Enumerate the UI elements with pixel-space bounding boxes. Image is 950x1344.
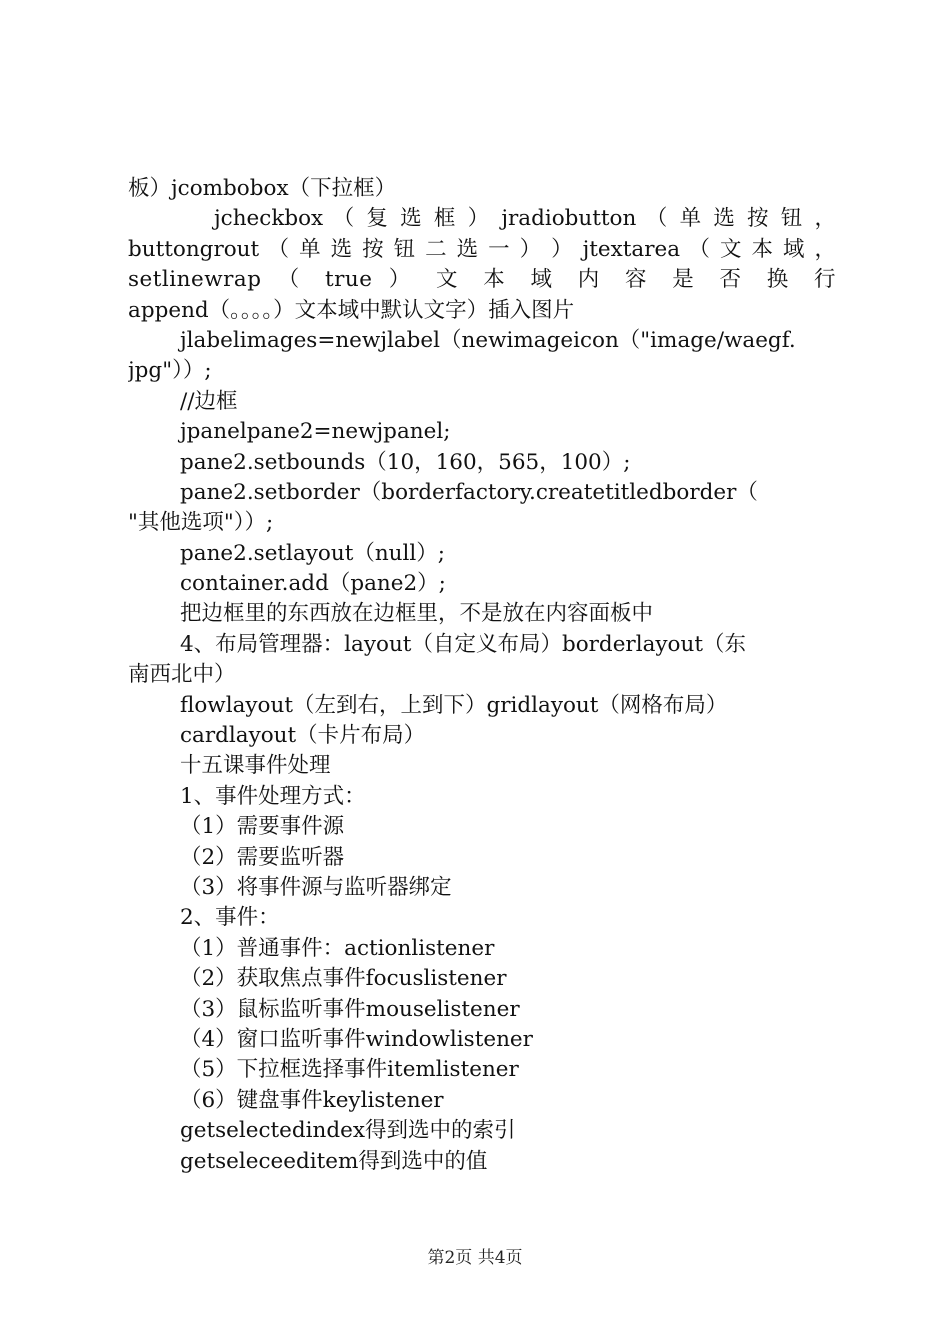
- text-line: getseleceeditem得到选中的值: [180, 1148, 488, 1174]
- text-line: 板）jcombobox（下拉框）: [128, 176, 397, 201]
- text-line: （1）普通事件：actionlistener: [180, 935, 495, 961]
- text-line: 4、布局管理器：layout（自定义布局）borderlayout（东: [180, 631, 746, 657]
- text-line: （3）鼠标监听事件mouselistener: [180, 996, 520, 1022]
- text-line: jlabelimages=newjlabel（newimageicon（"image/waegf.: [180, 327, 796, 353]
- text-line: flowlayout（左到右，上到下）gridlayout（网格布局）: [180, 692, 728, 718]
- text-line: append（。。。。）文本域中默认文字）插入图片: [128, 297, 575, 323]
- text-line: （1）需要事件源: [180, 814, 345, 840]
- text-line: //边框: [180, 388, 238, 414]
- text-line: container.add（pane2）;: [180, 571, 446, 597]
- document-body: [128, 174, 836, 1177]
- text-line: jpanelpane2=newjpanel;: [180, 419, 451, 445]
- text-line: pane2.setlayout（null）;: [180, 540, 446, 566]
- text-line: "其他选项"））;: [128, 510, 274, 536]
- text-line: （4）窗口监听事件windowlistener: [180, 1026, 533, 1052]
- text-line: 南西北中）: [128, 662, 236, 688]
- text-line: jpg"））;: [128, 358, 212, 384]
- text-line: 把边框里的东西放在边框里，不是放在内容面板中: [180, 601, 654, 627]
- text-line: cardlayout（卡片布局）: [180, 723, 426, 749]
- text-line: （6）键盘事件keylistener: [180, 1087, 444, 1113]
- text-line: pane2.setbounds（10，160，565，100）;: [180, 449, 631, 475]
- text-line: 2、事件：: [180, 905, 280, 931]
- text-line: pane2.setborder（borderfactory.createtitledborder（: [180, 479, 758, 505]
- text-line: jcheckbox （ 复 选 框 ） jradiobutton （ 单 选 按 钮 ，: [214, 206, 836, 232]
- text-line: 1、事件处理方式：: [180, 783, 366, 809]
- text-line: （2）获取焦点事件focuslistener: [180, 966, 507, 992]
- text-line: getselectedindex得到选中的索引: [180, 1118, 516, 1144]
- text-line: （3）将事件源与监听器绑定: [180, 874, 452, 900]
- text-line: （5）下拉框选择事件itemlistener: [180, 1057, 519, 1083]
- text-line: buttongrout （ 单 选 按 钮 二 选 一 ） ） jtextarea （ 文 本 域 ，: [128, 236, 836, 262]
- page-number-footer: 第2页 共4页: [427, 1248, 523, 1268]
- text-line: setlinewrap （ true ） 文 本 域 内 容 是 否 换 行: [128, 267, 836, 293]
- text-line: （2）需要监听器: [180, 844, 345, 870]
- section-heading: 十五课事件处理: [180, 753, 331, 779]
